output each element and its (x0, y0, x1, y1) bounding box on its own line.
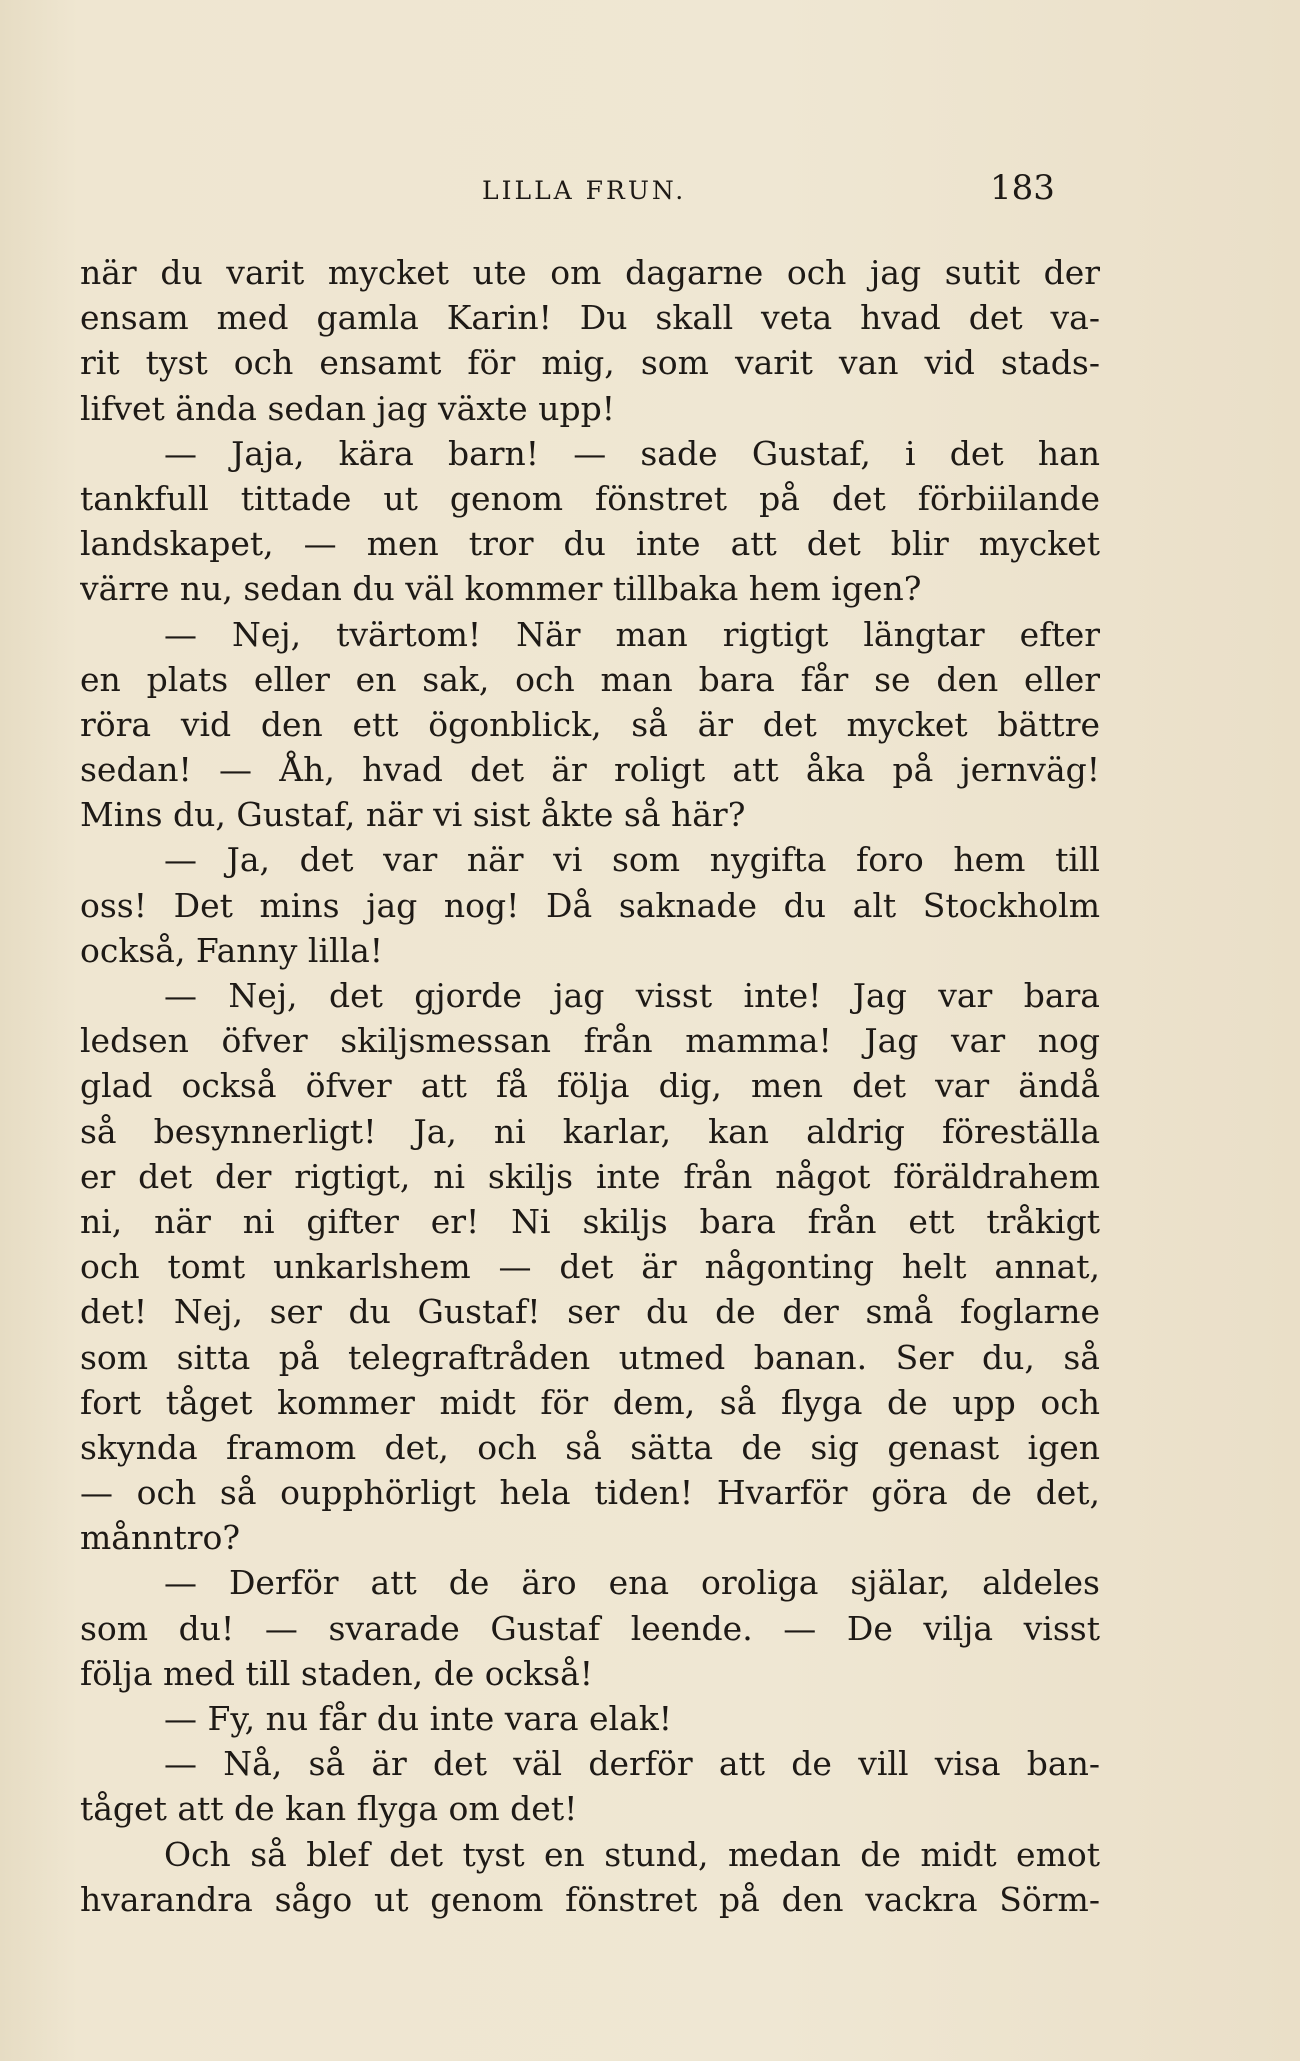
text-line: glad också öfver att få följa dig, men det var ändå (80, 1066, 1100, 1106)
text-line: — Derför att de äro ena oroliga själar, aldeles (164, 1563, 1100, 1603)
text-line: — Ja, det var när vi som nygifta foro hem till (164, 840, 1100, 880)
text-line: följa med till staden, de också! (80, 1653, 593, 1693)
text-line: och tomt unkarlshem — det är någonting helt annat, (80, 1247, 1100, 1287)
text-line: — Jaja, kära barn! — sade Gustaf, i det han (164, 433, 1100, 473)
text-line: tankfull tittade ut genom fönstret på det förbiilande (80, 478, 1100, 518)
text-line: er det der rigtigt, ni skiljs inte från något föräldrahem (80, 1156, 1100, 1196)
text-line: Mins du, Gustaf, när vi sist åkte så här? (80, 795, 746, 835)
text-line: röra vid den ett ögonblick, så är det mycket bättre (80, 704, 1100, 744)
text-line: — Nej, det gjorde jag visst inte! Jag var bara (164, 976, 1100, 1015)
text-line: oss! Det mins jag nog! Då saknade du alt Stockholm (80, 885, 1100, 925)
text-line: — och så oupphörligt hela tiden! Hvarför göra de det, (80, 1473, 1100, 1513)
text-line: ensam med gamla Karin! Du skall veta hvad det va- (80, 298, 1100, 338)
text-line: en plats eller en sak, och man bara får se den eller (80, 659, 1100, 699)
text-line: månntro? (80, 1518, 241, 1558)
text-line: — Fy, nu får du inte vara elak! (164, 1699, 673, 1738)
text-line: fort tåget kommer midt för dem, så flyga de upp och (80, 1382, 1100, 1422)
text-line: — Nej, tvärtom! När man rigtigt längtar efter (164, 614, 1100, 654)
page-number: 183 (990, 168, 1055, 208)
text-line: så besynnerligt! Ja, ni karlar, kan aldrig föreställa (80, 1111, 1100, 1151)
text-line: som du! — svarade Gustaf leende. — De vilja visst (80, 1608, 1100, 1648)
text-line: landskapet, — men tror du inte att det blir mycket (80, 524, 1100, 564)
text-line: värre nu, sedan du väl kommer tillbaka hem igen? (80, 569, 922, 609)
text-line: ledsen öfver skiljsmessan från mamma! Jag var nog (80, 1021, 1100, 1061)
text-line: Och så blef det tyst en stund, medan de midt emot (164, 1834, 1100, 1874)
body-text (80, 250, 1100, 1922)
text-line: rit tyst och ensamt för mig, som varit van vid stads- (80, 343, 1100, 383)
text-line: ni, när ni gifter er! Ni skiljs bara från ett tråkigt (80, 1201, 1100, 1241)
text-line: lifvet ända sedan jag växte upp! (80, 388, 615, 428)
text-line: som sitta på telegraftråden utmed banan. Ser du, så (80, 1337, 1100, 1377)
text-line: när du varit mycket ute om dagarne och jag sutit der (80, 253, 1100, 292)
text-line: skynda framom det, och så sätta de sig genast igen (80, 1427, 1100, 1467)
text-line: tåget att de kan flyga om det! (80, 1789, 578, 1829)
text-line: hvarandra sågo ut genom fönstret på den vackra Sörm- (80, 1879, 1100, 1919)
page-header (0, 168, 1300, 218)
running-title: LILLA FRUN. (482, 176, 687, 205)
text-line: det! Nej, ser du Gustaf! ser du de der små foglarne (80, 1292, 1100, 1332)
text-line: — Nå, så är det väl derför att de vill visa ban- (164, 1744, 1100, 1784)
text-line: sedan! — Åh, hvad det är roligt att åka på jernväg! (80, 750, 1100, 790)
text-line: också, Fanny lilla! (80, 930, 384, 970)
